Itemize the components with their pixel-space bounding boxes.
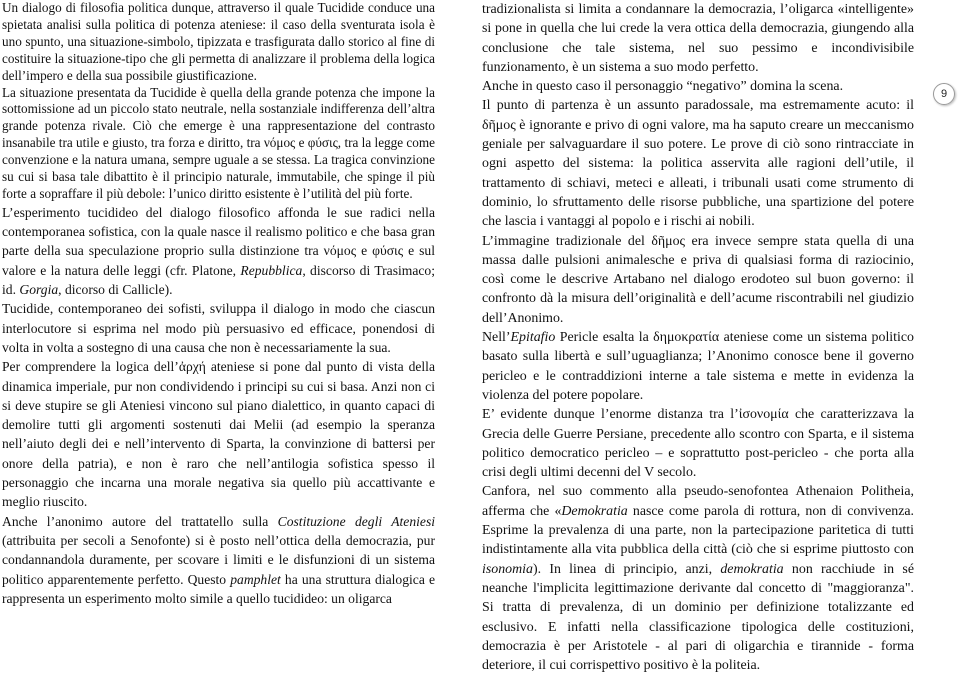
text-run: Nell’	[482, 330, 511, 346]
italic-word-demokratia-2: demokratia	[720, 561, 784, 577]
text-run: ). In linea di principio, anzi,	[532, 561, 721, 577]
left-paragraph-5: Per comprendere la logica dell’ἀρχή ateniese si pone dal punto di vista della dinamica imperiale, pur non condividendo i principi su cui si basa. Anzi non ci si deve stupire se gli Ateniesi vincono sul piano dialettico, in quanto capaci di demolire tutti gli argomenti sostenuti dai Melii (ad esempio la speranza nell’aiuto degli dei e nell’intervento di Sparta, la convinzione di battersi per onore della patria), e non è raro che nell’antilogia sofistica spesso il personaggio che incarna una morale negativa sia quello più accattivante e meglio riuscito.	[2, 359, 435, 510]
right-paragraph-5	[482, 328, 914, 405]
italic-word-pamphlet: pamphlet	[230, 571, 281, 587]
right-paragraph-4: L’immagine tradizionale del δῆμος era invece sempre stata quella di una massa dalle pulsioni animalesche e priva di qualsiasi forma di raziocinio, così come le descrive Artabano nel dialogo erodoteo sul buon governo: il confronto dà la misura dell’originalità e dell’acume riscontrabili nel giudizio dell’Anonimo.	[482, 233, 914, 326]
text-run: L’esperimento tucidideo del dialogo filosofico affonda le sue radici nella contemporanea sofistica, con la quale nasce il realismo politico e che basa gran parte della sua speculazione proprio sulla distinzione tra νόμος e φύσις e sul valore e la natura delle leggi (cfr. Platone,	[2, 204, 435, 278]
right-paragraph-3: Il punto di partenza è un assunto paradossale, ma estremamente acuto: il δῆμος è ignorante e privo di ogni valore, ma ha saputo creare un meccanismo geniale per salvaguardare il suo potere. Le prove di ciò sono rintracciate in ogni aspetto del sistema: la politica asservita alle ragioni dell’utile, il trattamento di schiavi, meteci e alleati, i tribunali usati come strumento di dominio, lo sfruttamento delle risorse pubbliche, una spartizione del potere che lascia i vantaggi al popolo e i rischi ai nobili.	[482, 98, 914, 230]
right-paragraph-1: tradizionalista si limita a condannare la democrazia, l’oligarca «intelligente» si pone in quella che lui crede la vera ottica della democrazia, giungendo alla conclusione che tale sistema, nel suo pessimo e incondivisibile funzionamento, è un sistema a suo modo perfetto.	[482, 2, 914, 75]
text-run: ha una struttura dialogica e rappresenta un esperimento molto simile a quello tucidideo: un oligarca	[2, 571, 435, 606]
text-run: , dicorso di Callicle).	[58, 282, 173, 298]
italic-title-repubblica: Repubblica	[240, 262, 303, 278]
right-paragraph-6: E’ evidente dunque l’enorme distanza tra l’ἰσονομία che caratterizzava la Grecia delle Guerre Persiane, precedente allo scontro con Sparta, e il sistema politico democratico pericleo – e soprattutto post-pericleo - che porta alla crisi degli ultimi decenni del V secolo.	[482, 407, 914, 481]
italic-word-isonomia: isonomia	[482, 561, 533, 577]
text-run: Anche l’anonimo autore del trattatello sulla	[2, 513, 278, 529]
italic-title-epitafio: Epitafio	[510, 330, 556, 346]
left-column	[2, 0, 435, 608]
left-paragraph-3	[2, 203, 435, 299]
text-run: Canfora, nel suo commento alla pseudo-senofontea Athenaion Politheia, afferma che «	[482, 484, 914, 519]
text-run: , discorso di Trasimaco; id.	[2, 262, 435, 298]
page-number-badge: 9	[933, 83, 955, 105]
right-paragraph-7	[482, 482, 914, 675]
italic-title-costituzione: Costituzione degli Ateniesi	[277, 513, 436, 529]
italic-word-demokratia: Demokratia	[561, 503, 628, 519]
right-column	[482, 0, 914, 675]
text-run: non racchiude in sé neanche l'implicita legittimazione derivante dal concetto di "maggioranza". Si tratta di prevalenza, di un dominio per definizione totalizzante ed esclusivo. E infatti nella classificazione tipologica delle costituzioni, democrazia è per Aristotele - al pari di oligarchia e tirannide - forma deteriore, il cui corrispettivo positivo è la politeia.	[482, 561, 914, 674]
left-paragraph-2: La situazione presentata da Tucidide è quella della grande potenza che impone la sottomissione ad un piccolo stato neutrale, nella sostanziale indifferenza dell’altra grande potenza rivale. Ciò che emerge è una rappresentazione del contrasto insanabile tra utile e giusto, tra forza e diritto, tra νόμος e φύσις, tra la legge come convenzione e la natura umana, sempre uguale a se stessa. La tragica convinzione su cui si basa tale dibattito è il principio naturale, immutabile, che spinge il più forte a sopraffare il più debole: l’unico diritto esistente è l’utilità del più forte.	[2, 84, 435, 201]
left-paragraph-4: Tucidide, contemporaneo dei sofisti, sviluppa il dialogo in modo che ciascun interlocutore si esprima nel modo più persuasivo ed efficace, ponendosi di volta in volta a sostegno di una causa che non è necessariamente la sua.	[2, 301, 435, 355]
right-paragraph-2: Anche in questo caso il personaggio “negativo” domina la scena.	[482, 79, 844, 95]
left-paragraph-1: Un dialogo di filosofia politica dunque, attraverso il quale Tucidide conduce una spietata analisi sulla politica di potenza ateniese: il caso della sventurata isola è uno spunto, una situazione-simbolo, tipizzata e trasfigurata dallo storico al fine di costituire la situazione-tipo che gli permetta di analizzare il problema della logica dell’impero e della sua possibile giustificazione.	[2, 0, 435, 83]
text-run: (attribuita per secoli a Senofonte) si è posto nell’ottica della democrazia, pur condannandola duramente, per scovare i limiti e le disfunzioni di un sistema politico apparentemente perfetto. Questo	[2, 532, 435, 587]
text-run: nasce come parola di rottura, non di convivenza. Esprime la prevalenza di una parte, non la partecipazione paritetica di tutti indistintamente alla vita pubblica della città (ciò che si esprime piuttosto con	[482, 503, 914, 558]
italic-title-gorgia: Gorgia	[19, 282, 59, 298]
left-paragraph-6	[2, 512, 435, 608]
text-run: Pericle esalta la δημοκρατία ateniese come un sistema politico basato sulla libertà e sull’uguaglianza; l’Anonimo conosce bene il governo pericleo e le contraddizioni interne a tale sistema e mette in evidenza la violenza del potere popolare.	[482, 330, 914, 403]
